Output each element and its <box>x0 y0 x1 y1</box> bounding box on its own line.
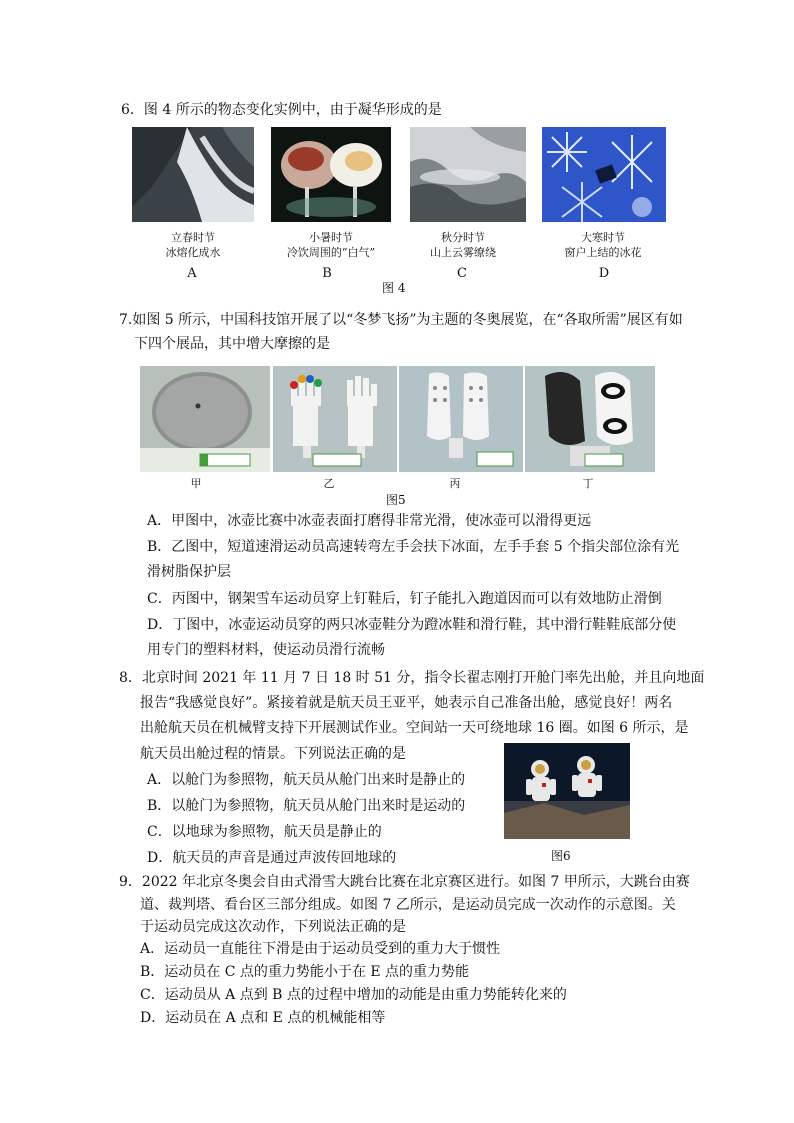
q6-photo-d-frost-flowers <box>542 127 666 222</box>
q7-photo-label-yi: 乙 <box>323 477 335 490</box>
q8-option-d: D．航天员的声音是通过声波传回地球的 <box>147 850 397 866</box>
q9-line-1: 9．2022 年北京冬奥会自由式滑雪大跳台比赛在北京赛区进行。如图 7 甲所示，大跳台由赛 <box>119 874 690 890</box>
q7-photo-bing-spiked-shoes <box>399 366 523 472</box>
q6-caption-a-line2: 冰熔化成水 <box>165 246 221 259</box>
q9-option-d: D．运动员在 A 点和 E 点的机械能相等 <box>140 1010 386 1026</box>
q8-line-2: 报告“我感觉良好”。紧接着就是航天员王亚平，她表示自己准备出舱，感觉良好！两名 <box>140 695 673 711</box>
q7-option-b-line2: 滑树脂保护层 <box>147 564 231 580</box>
q7-figure-label: 图5 <box>386 493 406 507</box>
q7-option-a: A．甲图中，冰壶比赛中冰壶表面打磨得非常光滑，使冰壶可以滑得更远 <box>147 513 592 529</box>
q7-photo-label-ding: 丁 <box>582 477 594 490</box>
q6-option-letter-c: C <box>457 266 467 281</box>
q8-photo-astronauts-spacewalk <box>504 743 630 839</box>
q8-figure-label: 图6 <box>551 849 571 863</box>
q9-option-c: C．运动员从 A 点到 B 点的过程中增加的动能是由重力势能转化来的 <box>140 987 567 1003</box>
q9-option-a: A．运动员一直能往下滑是由于运动员受到的重力大于惯性 <box>140 941 501 957</box>
q6-stem: 6．图 4 所示的物态变化实例中，由于凝华形成的是 <box>121 102 442 118</box>
q6-photo-a-melting-ice <box>132 127 254 222</box>
q6-caption-b-line2: 冷饮周围的“白气” <box>286 246 376 259</box>
q7-option-b-line1: B．乙图中，短道速滑运动员高速转弯左手会扶下冰面，左手手套 5 个指尖部位涂有光 <box>147 539 680 555</box>
q9-line-2: 道、裁判塔、看台区三部分组成。如图 7 乙所示，是运动员完成一次动作的示意图。关 <box>140 897 676 913</box>
q8-option-c: C．以地球为参照物，航天员是静止的 <box>147 824 382 840</box>
q6-caption-c-line1: 秋分时节 <box>441 231 485 244</box>
q7-option-d-line2: 用专门的塑料材料，使运动员滑行流畅 <box>147 642 385 658</box>
q8-line-3: 出舱航天员在机械臂支持下开展测试作业。空间站一天可绕地球 16 圈。如图 6 所示，是 <box>140 720 689 736</box>
q7-option-c: C．丙图中，钢架雪车运动员穿上钉鞋后，钉子能扎入跑道因而可以有效地防止滑倒 <box>147 591 662 607</box>
q6-caption-a-line1: 立春时节 <box>171 231 215 244</box>
q7-photo-ding-curling-shoes <box>525 366 655 472</box>
q6-option-letter-b: B <box>322 266 332 281</box>
q7-photo-label-jia: 甲 <box>190 477 202 490</box>
q8-option-a: A．以舱门为参照物，航天员从舱门出来时是静止的 <box>147 772 466 788</box>
q8-option-b: B．以舱门为参照物，航天员从舱门出来时是运动的 <box>147 798 466 814</box>
q7-photo-jia-curling-stone <box>140 366 270 472</box>
q9-line-3: 于运动员完成这次动作，下列说法正确的是 <box>140 919 406 935</box>
q7-photo-yi-gloves <box>273 366 397 472</box>
q6-option-letter-a: A <box>187 266 197 281</box>
q6-option-letter-d: D <box>598 266 610 281</box>
q6-caption-d-line1: 大寒时节 <box>581 231 625 244</box>
q6-photo-b-cold-drinks <box>271 127 391 222</box>
q8-line-1: 8．北京时间 2021 年 11 月 7 日 18 时 51 分，指令长翟志刚打开舱门率先出舱，并且向地面 <box>119 670 705 686</box>
q6-caption-c-line2: 山上云雾缭绕 <box>430 246 496 259</box>
q6-photo-c-misty-mountains <box>410 127 526 222</box>
q9-option-b: B．运动员在 C 点的重力势能小于在 E 点的重力势能 <box>140 964 470 980</box>
q7-stem-line1: 7.如图 5 所示，中国科技馆开展了以“冬梦飞扬”为主题的冬奥展览，在“各取所需”展区有如 <box>119 312 683 328</box>
q6-caption-d-line2: 窗户上结的冰花 <box>564 246 642 259</box>
q6-caption-b-line1: 小暑时节 <box>309 231 353 244</box>
q7-stem-line2: 下四个展品，其中增大摩擦的是 <box>134 336 330 352</box>
q8-line-4: 航天员出舱过程的情景。下列说法正确的是 <box>140 746 406 762</box>
q6-figure-label: 图 4 <box>382 281 406 295</box>
q7-photo-label-bing: 丙 <box>449 477 461 490</box>
q7-option-d-line1: D．丁图中，冰壶运动员穿的两只冰壶鞋分为蹬冰鞋和滑行鞋，其中滑行鞋鞋底部分使 <box>147 617 677 633</box>
